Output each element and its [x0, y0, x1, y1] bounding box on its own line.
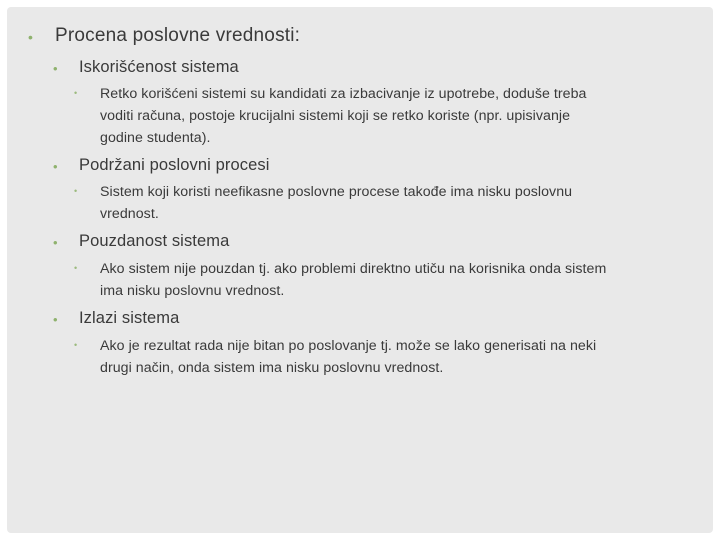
body-line: Retko korišćeni sistemi su kandidati za izbacivanje iz upotrebe, doduše treba [100, 86, 587, 102]
body-line: Sistem koji koristi neefikasne poslovne procese takođe ima nisku poslovnu [100, 184, 573, 200]
body-bullet: • [74, 186, 78, 196]
body-line: drugi način, onda sistem ima nisku poslovnu vrednost. [100, 360, 444, 376]
body-line: vrednost. [100, 206, 159, 222]
body-line: Ako sistem nije pouzdan tj. ako problemi direktno utiču na korisnika onda sistem [100, 261, 607, 277]
slide [7, 7, 713, 533]
section-bullet: • [53, 235, 58, 250]
section-heading: Podržani poslovni procesi [79, 156, 270, 174]
body-bullet: • [74, 263, 78, 273]
body-bullet: • [74, 340, 78, 350]
body-line: Ako je rezultat rada nije bitan po poslovanje tj. može se lako generisati na neki [100, 338, 597, 354]
body-line: godine studenta). [100, 130, 211, 146]
body-line: ima nisku poslovnu vrednost. [100, 283, 285, 299]
section-bullet: • [53, 312, 58, 327]
section-heading: Iskorišćenost sistema [79, 58, 239, 76]
section-heading: Izlazi sistema [79, 309, 180, 327]
section-heading: Pouzdanost sistema [79, 232, 230, 250]
title-bullet: • [28, 29, 33, 45]
slide-title: Procena poslovne vrednosti: [55, 25, 301, 46]
body-bullet: • [74, 88, 78, 98]
body-line: voditi računa, postoje krucijalni sistemi koji se retko koriste (npr. upisivanje [100, 108, 571, 124]
section-bullet: • [53, 159, 58, 174]
section-bullet: • [53, 61, 58, 76]
